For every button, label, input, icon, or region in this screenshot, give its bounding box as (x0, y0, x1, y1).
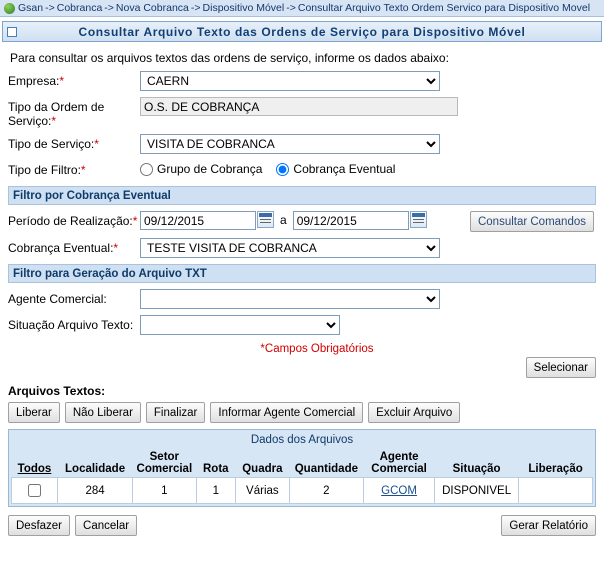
situacao-arquivo-select[interactable] (140, 315, 340, 335)
label-tipo-filtro-text: Tipo de Filtro: (8, 163, 81, 177)
required-marker: * (94, 137, 99, 151)
label-agente-comercial: Agente Comercial: (8, 292, 107, 306)
row-liberacao (519, 478, 593, 504)
row-select-checkbox[interactable] (28, 484, 41, 497)
required-marker: * (80, 163, 86, 177)
label-periodo (8, 211, 140, 228)
label-empresa-text: Empresa: (8, 74, 60, 88)
row-rota: 1 (196, 478, 235, 504)
consultar-comandos-button[interactable]: Consultar Comandos (470, 211, 594, 232)
excluir-arquivo-button[interactable]: Excluir Arquivo (368, 402, 460, 423)
field-row-agente-comercial (8, 289, 596, 309)
column-header-setor-comercial: Setor Comercial (136, 451, 193, 475)
desfazer-button[interactable]: Desfazer (8, 515, 70, 536)
required-fields-note: *Campos Obrigatórios (260, 343, 374, 355)
tipo-servico-select[interactable] (140, 134, 440, 154)
section-header-filtro-txt: Filtro para Geração do Arquivo TXT (8, 264, 596, 283)
column-header-localidade: Localidade (65, 463, 126, 475)
page-title-bar (2, 21, 602, 42)
breadcrumb-separator: -> (286, 2, 296, 14)
radio-grupo-cobranca-label: Grupo de Cobrança (157, 162, 263, 176)
breadcrumb-item-cobranca[interactable]: Cobranca (56, 2, 103, 14)
field-row-tipo-filtro (8, 160, 596, 180)
field-row-situacao-arquivo (8, 315, 596, 335)
section-header-filtro-eventual: Filtro por Cobrança Eventual (8, 186, 596, 205)
control-tipo-filtro (140, 160, 596, 176)
required-marker: * (113, 241, 119, 255)
radio-grupo-cobranca-input[interactable] (140, 163, 153, 176)
row-setor-comercial: 1 (133, 478, 196, 504)
column-header-liberacao: Liberação (528, 463, 583, 475)
cobranca-eventual-select[interactable] (140, 238, 440, 258)
footer-right-group (501, 515, 596, 536)
table-row (12, 478, 593, 504)
selecionar-button[interactable]: Selecionar (526, 357, 596, 378)
control-tipo-servico (140, 134, 596, 154)
control-periodo (140, 211, 596, 232)
main-form (0, 71, 604, 180)
control-agente-comercial (140, 289, 596, 309)
label-tipo-servico (8, 134, 140, 151)
column-header-todos[interactable] (12, 449, 58, 478)
breadcrumb (0, 0, 604, 17)
finalizar-button[interactable]: Finalizar (146, 402, 205, 423)
arquivos-textos-title: Arquivos Textos: (8, 384, 106, 398)
table-group-header-row (12, 432, 593, 449)
breadcrumb-separator: -> (45, 2, 55, 14)
table-head (12, 432, 593, 478)
footer-button-row (0, 507, 604, 536)
column-header-quadra: Quadra (242, 463, 283, 475)
tipo-ordem-readonly: O.S. DE COBRANÇA (140, 97, 458, 116)
field-row-tipo-servico (8, 134, 596, 154)
page-title: Consultar Arquivo Texto das Ordens de Serviço para Dispositivo Móvel (78, 24, 526, 39)
column-header-quantidade: Quantidade (294, 463, 358, 475)
radio-grupo-cobranca[interactable] (140, 162, 262, 176)
field-row-cobranca-eventual (8, 238, 596, 258)
field-row-empresa (8, 71, 596, 91)
radio-cobranca-eventual-input[interactable] (276, 163, 289, 176)
window-marker-icon (7, 27, 17, 37)
label-cobranca-eventual-text: Cobrança Eventual: (8, 241, 114, 255)
instructions-text: Para consultar os arquivos textos das ordens de serviço, informe os dados abaixo: (10, 51, 449, 65)
column-header-situacao: Situação (452, 463, 501, 475)
label-empresa (8, 71, 140, 88)
calendar-icon-end[interactable] (410, 211, 427, 228)
arquivos-table-wrapper (8, 429, 596, 507)
field-row-periodo (8, 211, 596, 232)
filtro-txt-form (0, 289, 604, 335)
selecionar-button-row (0, 357, 604, 382)
required-marker: * (51, 114, 57, 128)
row-situacao: DISPONIVEL (435, 478, 519, 504)
arquivos-action-buttons (0, 402, 604, 423)
control-empresa (140, 71, 596, 91)
row-quantidade: 2 (289, 478, 363, 504)
row-quadra: Várias (236, 478, 290, 504)
table-header-row (12, 449, 593, 478)
nao-liberar-button[interactable]: Não Liberar (65, 402, 141, 423)
column-header-rota: Rota (203, 463, 229, 475)
label-cobranca-eventual (8, 238, 140, 255)
empresa-select[interactable] (140, 71, 440, 91)
gerar-relatorio-button[interactable]: Gerar Relatório (501, 515, 596, 536)
periodo-separator: a (280, 213, 287, 227)
consultar-comandos-wrap (470, 211, 596, 232)
liberar-button[interactable]: Liberar (8, 402, 60, 423)
table-group-header: Dados dos Arquivos (250, 434, 354, 446)
informar-agente-comercial-button[interactable]: Informar Agente Comercial (210, 402, 363, 423)
label-tipo-servico-text: Tipo de Serviço: (8, 137, 95, 151)
filtro-eventual-form (0, 211, 604, 258)
label-periodo-text: Período de Realização: (8, 214, 133, 228)
required-marker: * (132, 214, 138, 228)
row-localidade: 284 (57, 478, 132, 504)
label-situacao-arquivo-text: Situação Arquivo Texto: (8, 318, 134, 332)
agente-comercial-select[interactable] (140, 289, 440, 309)
label-tipo-filtro (8, 160, 140, 177)
radio-cobranca-eventual[interactable] (276, 162, 395, 176)
column-header-agente-comercial: Agente Comercial (371, 451, 427, 475)
periodo-start-input[interactable] (140, 211, 256, 230)
label-tipo-ordem-text: Tipo da Ordem de Serviço: (8, 100, 105, 128)
label-tipo-ordem (8, 97, 140, 128)
row-agente-comercial-link[interactable]: GCOM (381, 484, 417, 497)
breadcrumb-item-gsan[interactable]: Gsan (18, 2, 44, 14)
cancelar-button[interactable]: Cancelar (75, 515, 137, 536)
breadcrumb-item-dispositivo-movel[interactable]: Dispositivo Móvel (202, 2, 285, 14)
row-agente-comercial[interactable] (364, 478, 435, 504)
table-body (12, 478, 593, 504)
arquivos-table (11, 432, 593, 504)
breadcrumb-separator: -> (190, 2, 201, 14)
breadcrumb-item-current: Consultar Arquivo Texto Ordem Servico para Dispositivo Movel (297, 2, 591, 14)
radio-cobranca-eventual-label: Cobrança Eventual (293, 162, 396, 176)
periodo-end-input[interactable] (293, 211, 409, 230)
label-situacao-arquivo (8, 315, 140, 332)
breadcrumb-separator: -> (104, 2, 114, 14)
calendar-icon-start[interactable] (257, 211, 274, 228)
control-cobranca-eventual (140, 238, 596, 258)
gsan-globe-icon (4, 3, 15, 14)
breadcrumb-item-nova-cobranca[interactable]: Nova Cobranca (115, 2, 189, 14)
column-header-todos-link[interactable]: Todos (17, 463, 52, 475)
control-situacao-arquivo (140, 315, 596, 335)
field-row-tipo-ordem (8, 97, 596, 128)
row-checkbox-cell[interactable] (12, 478, 58, 504)
required-marker: * (59, 74, 65, 88)
control-tipo-ordem (140, 97, 596, 116)
